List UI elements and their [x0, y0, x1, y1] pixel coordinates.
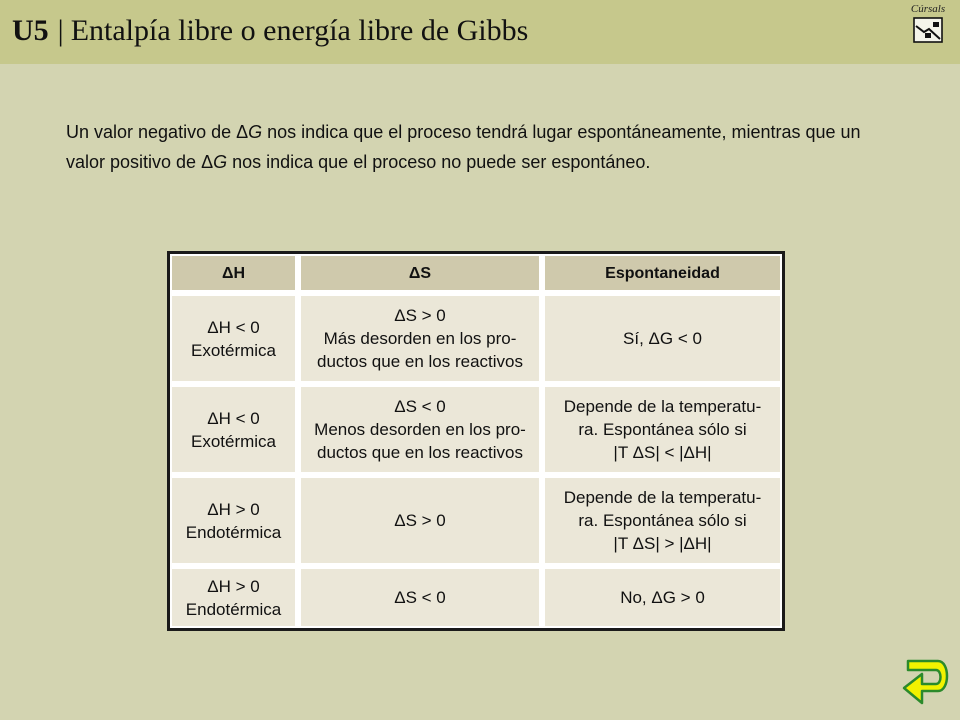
- table-cell: Depende de la temperatu- ra. Espontánea sólo si |T ΔS| > |ΔH|: [545, 478, 780, 563]
- publisher-logo: [908, 3, 948, 53]
- table-cell: No, ΔG > 0: [545, 569, 780, 626]
- spontaneity-table: [167, 251, 785, 631]
- table-cell: ΔS > 0: [301, 478, 539, 563]
- table-cell: ΔH < 0 Exotérmica: [172, 387, 295, 472]
- table-cell: Depende de la temperatu- ra. Espontánea sólo si |T ΔS| < |ΔH|: [545, 387, 780, 472]
- table-cell: ΔS < 0: [301, 569, 539, 626]
- table-cell: Sí, ΔG < 0: [545, 296, 780, 381]
- table-cell: ΔH > 0 Endotérmica: [172, 569, 295, 626]
- table-cell: ΔH > 0 Endotérmica: [172, 478, 295, 563]
- logo-text: Cúrsals: [910, 3, 946, 15]
- page-title: [12, 14, 528, 48]
- table-header-dh: ΔH: [172, 256, 295, 290]
- intro-text-3: nos indica que el proceso no puede ser espontáneo.: [227, 152, 651, 172]
- table-header-spontaneity: Espontaneidad: [545, 256, 780, 290]
- title-separator: |: [57, 14, 64, 47]
- intro-paragraph: [66, 117, 866, 177]
- header-bar: [0, 0, 960, 64]
- intro-symbol-g2: G: [213, 152, 228, 172]
- title-text: Entalpía libre o energía libre de Gibbs: [70, 14, 529, 47]
- table-header-ds: ΔS: [301, 256, 539, 290]
- logo-icon: [913, 17, 943, 43]
- table-cell: ΔS > 0 Más desorden en los pro- ductos que en los reactivos: [301, 296, 539, 381]
- unit-label: U5: [12, 14, 49, 47]
- table-cell: ΔH < 0 Exotérmica: [172, 296, 295, 381]
- intro-text-2: nos indica que el proceso tendrá lugar espontáneamente, mientras que un valor positivo de Δ: [66, 122, 861, 172]
- table-cell: ΔS < 0 Menos desorden en los pro- ductos que en los reactivos: [301, 387, 539, 472]
- intro-text-1: Un valor negativo de Δ: [66, 122, 249, 142]
- curved-back-arrow-icon[interactable]: [902, 658, 952, 708]
- intro-symbol-g1: G: [248, 122, 263, 142]
